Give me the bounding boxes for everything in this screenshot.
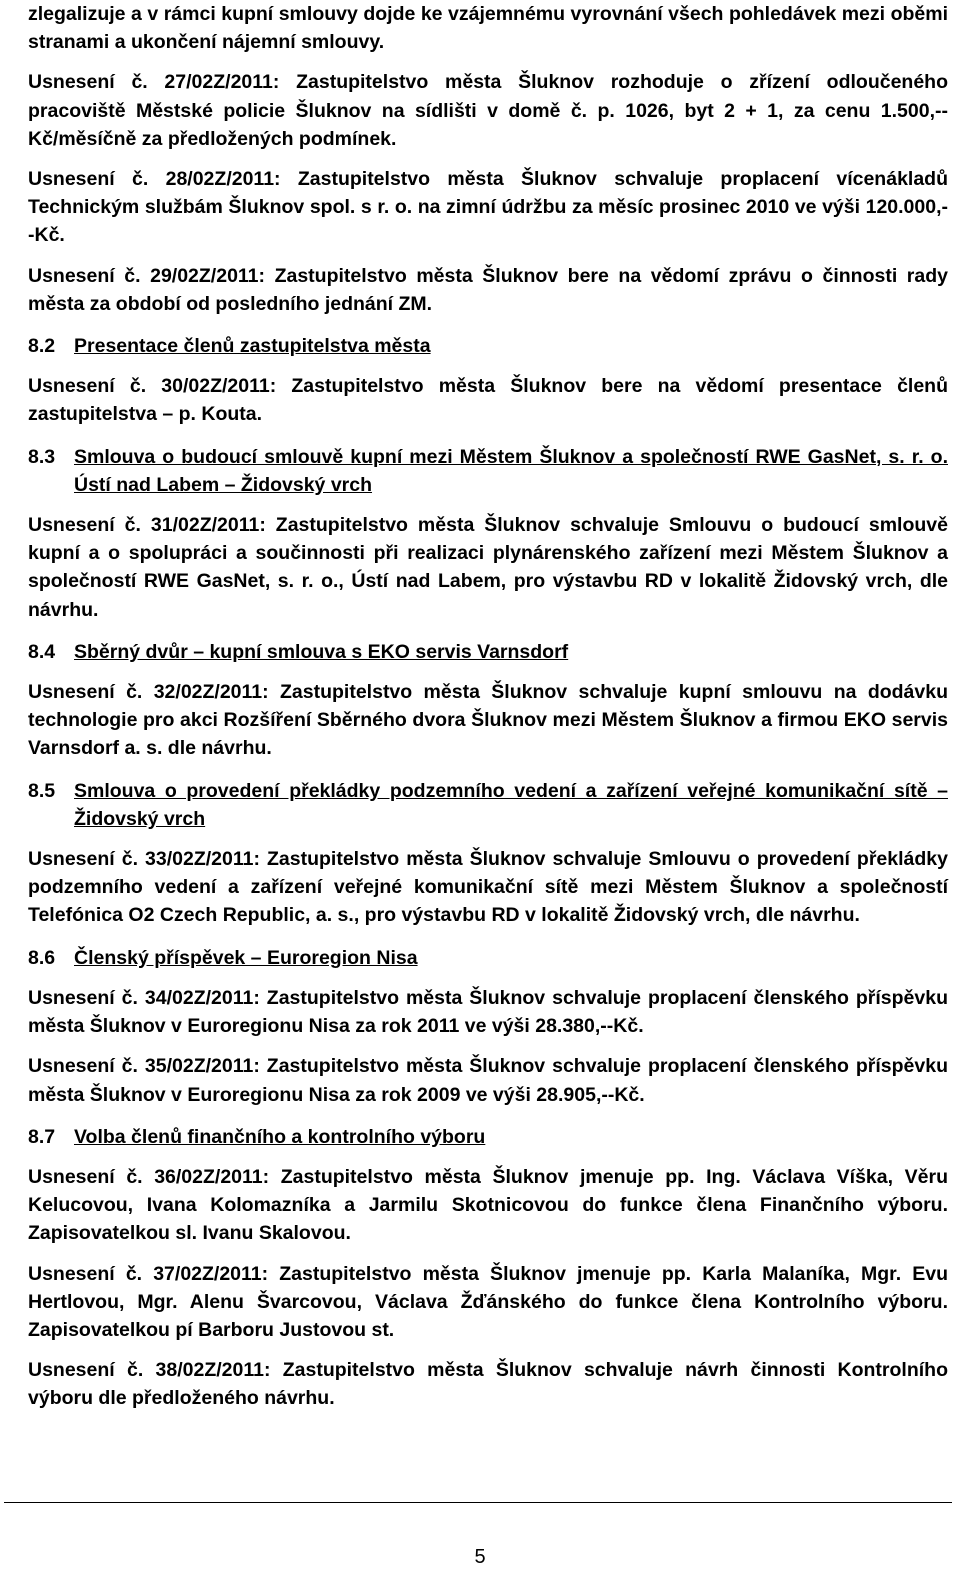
section-number: 8.7	[28, 1125, 56, 1148]
section-title: Presentace členů zastupitelstva města	[74, 335, 431, 358]
page-number: 5	[474, 1546, 486, 1568]
resolution-35: Usnesení č. 35/02Z/2011: Zastupitelstvo města Šluknov schvaluje proplacení členského příspěvku města Šluknov v Euroregionu Nisa za rok 2009 ve výši 28.905,--Kč.	[28, 1055, 948, 1106]
footer-rule	[4, 1502, 952, 1503]
section-heading-8-3	[28, 443, 948, 499]
resolution-32: Usnesení č. 32/02Z/2011: Zastupitelstvo města Šluknov schvaluje kupní smlouvu na dodávku technologie pro akci Rozšíření Sběrného dvora Šluknov mezi Městem Šluknov a firmou EKO servis Varnsdorf a. s. dle návrhu.	[28, 681, 948, 760]
resolution-27: Usnesení č. 27/02Z/2011: Zastupitelstvo města Šluknov rozhoduje o zřízení odloučeného pracoviště Městské policie Šluknov na sídlišti v domě č. p. 1026, byt 2 + 1, za cenu 1.500,--Kč/měsíčně za předložených podmínek.	[28, 71, 948, 150]
section-number: 8.2	[28, 335, 56, 358]
resolution-38: Usnesení č. 38/02Z/2011: Zastupitelstvo města Šluknov schvaluje návrh činnosti Kontrolního výboru dle předloženého návrhu.	[28, 1359, 948, 1410]
document-body	[28, 0, 948, 1413]
resolution-37: Usnesení č. 37/02Z/2011: Zastupitelstvo města Šluknov jmenuje pp. Karla Malaníka, Mgr. Evu Hertlovou, Mgr. Alenu Švarcovou, Václava Žďánského do funkce člena Kontrolního výboru. Zapisovatelkou pí Barboru Justovou st.	[28, 1262, 948, 1341]
section-number: 8.4	[28, 640, 56, 663]
section-number: 8.5	[28, 779, 56, 802]
section-number: 8.6	[28, 946, 56, 969]
section-heading-8-7	[28, 1123, 948, 1151]
section-title: Smlouva o budoucí smlouvě kupní mezi Městem Šluknov a společností RWE GasNet, s. r. o. Ústí nad Labem – Židovský vrch	[74, 445, 948, 496]
resolution-34: Usnesení č. 34/02Z/2011: Zastupitelstvo města Šluknov schvaluje proplacení členského příspěvku města Šluknov v Euroregionu Nisa za rok 2011 ve výši 28.380,--Kč.	[28, 986, 948, 1038]
section-title: Členský příspěvek – Euroregion Nisa	[74, 946, 418, 969]
resolution-28: Usnesení č. 28/02Z/2011: Zastupitelstvo města Šluknov schvaluje proplacení vícenákladů Technickým službám Šluknov spol. s r. o. na zimní údržbu za měsíc prosinec 2010 ve výši 120.000,--Kč.	[28, 168, 948, 247]
resolution-30: Usnesení č. 30/02Z/2011: Zastupitelstvo města Šluknov bere na vědomí presentace členů zastupitelstva – p. Kouta.	[28, 375, 948, 426]
resolution-36: Usnesení č. 36/02Z/2011: Zastupitelstvo města Šluknov jmenuje pp. Ing. Václava Víška, Věru Kelucovou, Ivana Kolomazníka a Jarmilu Skotnicovou do funkce člena Finančního výboru. Zapisovatelkou sl. Ivanu Skalovou.	[28, 1165, 948, 1245]
section-title: Sběrný dvůr – kupní smlouva s EKO servis Varnsdorf	[74, 640, 569, 663]
section-heading-8-2	[28, 332, 948, 360]
resolution-31: Usnesení č. 31/02Z/2011: Zastupitelstvo města Šluknov schvaluje Smlouvu o budoucí smlouvě kupní a o spolupráci a součinnosti při realizaci plynárenského zařízení mezi Městem Šluknov a společností RWE GasNet, s. r. o., Ústí nad Labem, pro výstavbu RD v lokalitě Židovský vrch, dle návrhu.	[28, 514, 948, 621]
section-heading-8-4	[28, 638, 948, 666]
section-number: 8.3	[28, 445, 56, 468]
resolution-33: Usnesení č. 33/02Z/2011: Zastupitelstvo města Šluknov schvaluje Smlouvu o provedení překládky podzemního vedení a zařízení veřejné komunikační sítě mezi Městem Šluknov a společností Telefónica O2 Czech Republic, a. s., pro výstavbu RD v lokalitě Židovský vrch, dle návrhu.	[28, 848, 948, 927]
section-title: Smlouva o provedení překládky podzemního vedení a zařízení veřejné komunikační sítě – Židovský vrch	[74, 779, 948, 830]
section-heading-8-6	[28, 944, 948, 972]
resolution-29: Usnesení č. 29/02Z/2011: Zastupitelstvo města Šluknov bere na vědomí zprávu o činnosti rady města za období od posledního jednání ZM.	[28, 264, 948, 315]
section-title: Volba členů finančního a kontrolního výboru	[74, 1125, 486, 1148]
section-heading-8-5	[28, 777, 948, 833]
paragraph-continuation: zlegalizuje a v rámci kupní smlouvy dojde ke vzájemnému vyrovnání všech pohledávek mezi oběmi stranami a ukončení nájemní smlouvy.	[28, 3, 948, 54]
